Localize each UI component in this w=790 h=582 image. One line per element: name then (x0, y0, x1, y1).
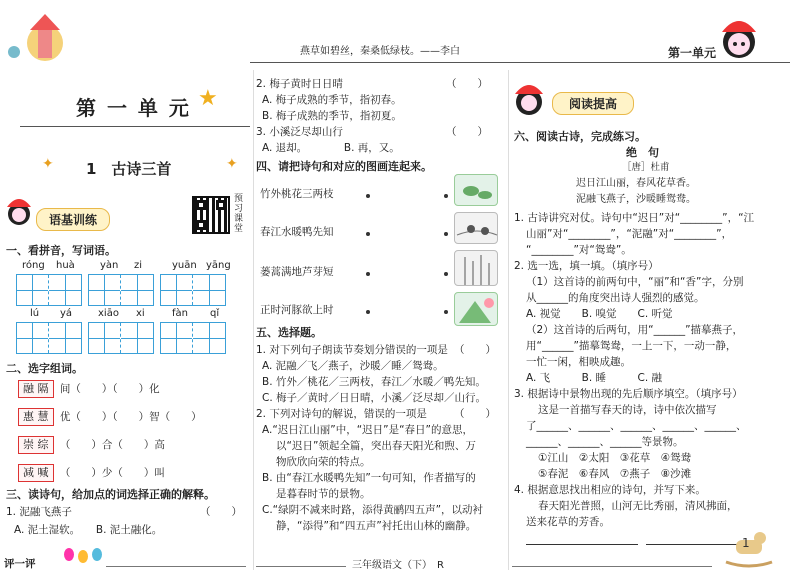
char-pair-row (18, 436, 165, 454)
answer-paren[interactable]: （ ） (200, 506, 242, 518)
section-3-title: 三、读诗句，给加点的词选择正确的解释。 (6, 488, 215, 501)
answer-paren[interactable]: （ ） (454, 408, 496, 420)
char-pair-blanks[interactable]: 间（ ）（ ）化 (59, 383, 160, 395)
reading-q2[interactable]: 用“______”描摹鸳鸯，一上一下，一动一静， (526, 340, 737, 352)
page-number: 1 (742, 536, 750, 550)
section-5-title: 五、选择题。 (256, 326, 322, 339)
pinyin: fàn (172, 308, 188, 319)
answer-paren[interactable]: （ ） (454, 344, 496, 356)
answer-paren[interactable]: （ ） (446, 126, 488, 138)
char-pair-blanks[interactable]: （ ）合（ ）高 (59, 439, 165, 451)
reading-q2: 2. 选一选，填一填。（填序号） (514, 260, 659, 272)
char-pair-row (18, 408, 202, 426)
qr-code-icon[interactable] (192, 196, 230, 234)
pinyin: huà (56, 260, 75, 271)
reading-q2: 一忙一闲，相映成趣。 (526, 356, 631, 368)
reading-badge: 阅读提高 (552, 92, 634, 115)
option: B. 由“春江水暖鸭先知”一句可知，作者描写的 (262, 472, 476, 484)
option: B. 竹外／桃花／三两枝，春江／水暖／鸭先知。 (262, 376, 486, 388)
column-divider (508, 70, 509, 570)
pinyin: yāng (206, 260, 231, 271)
picture-reed-icon[interactable] (454, 250, 498, 286)
option: A. 泥融／飞／燕子，沙暖／睡／鸳鸯。 (262, 360, 444, 372)
match-dot (366, 194, 370, 198)
unit-title: 第 一 单 元 (76, 96, 191, 120)
option: B. 梅子成熟的季节，指初夏。 (262, 110, 402, 122)
writing-grid[interactable] (88, 274, 154, 306)
reading-mascot-icon (512, 80, 546, 118)
question-3: 3. 小溪泛尽却山行 (256, 126, 343, 138)
char-pair: 减 喊 (18, 464, 54, 482)
jichu-badge: 语基训练 (36, 208, 110, 231)
header-quote: 燕草如碧丝，秦桑低绿枝。——李白 (300, 46, 460, 57)
balloon-icon (92, 548, 102, 561)
writing-grid[interactable] (160, 322, 226, 354)
footer-rule-mid (256, 566, 346, 567)
reading-q2-options: A. 视觉 B. 嗅觉 C. 听觉 (526, 308, 673, 320)
match-line[interactable]: 竹外桃花三两枝 (260, 188, 334, 200)
option: A. 梅子成熟的季节，指初春。 (262, 94, 402, 106)
match-dot (366, 310, 370, 314)
star-decoration-icon: ★ (198, 86, 218, 111)
pinyin: róng (22, 260, 45, 271)
option: C. 梅子／黄时／日日晴，小溪／泛尽却／山行。 (262, 392, 487, 404)
picture-duck-icon[interactable] (454, 212, 498, 244)
qr-caption: 预习课堂 (234, 194, 244, 234)
reading-q4: 春天阳光普照，山河无比秀丽，清风拂面， (538, 500, 738, 512)
option: C.“绿阴不减来时路，添得黄鹂四五声”，以动衬 (262, 504, 484, 516)
header-unit-label: 第一单元 (668, 46, 717, 60)
pinyin: yá (60, 308, 73, 319)
match-dot (366, 272, 370, 276)
section-4-title: 四、请把诗句和对应的图画连起来。 (256, 160, 432, 173)
option: A.“迟日江山丽”中，“迟日”是“春日”的意思， (262, 424, 473, 436)
jichu-mascot-icon (4, 194, 34, 228)
answer-line[interactable] (526, 544, 638, 545)
poem-title: 绝 句 (626, 146, 659, 159)
writing-grid[interactable] (16, 274, 82, 306)
footer-rule-right (512, 566, 712, 567)
mascot-icon (716, 14, 762, 64)
pinyin: yuān (172, 260, 197, 271)
choice-1: 1. 对下列句子朗读节奏划分错误的一项是 (256, 344, 448, 356)
reading-q2-options: A. 飞 B. 睡 C. 融 (526, 372, 663, 384)
reading-q4: 4. 根据意思找出相应的诗句，并写下来。 (514, 484, 706, 496)
writing-grid-row-2 (16, 322, 226, 354)
writing-grid[interactable] (16, 322, 82, 354)
section-2-title: 二、选字组词。 (6, 362, 83, 375)
writing-grid[interactable] (88, 322, 154, 354)
reading-q1[interactable]: 1. 古诗讲究对仗。诗句中“迟日”对“________”，“江 (514, 212, 755, 224)
char-pair: 崇 综 (18, 436, 54, 454)
lesson-star-right-icon: ✦ (226, 156, 238, 172)
match-line[interactable]: 蒌蒿满地芦芽短 (260, 266, 334, 278)
option: 静，“添得”和“四五声”衬托出山林的幽静。 (276, 520, 477, 532)
reading-q3-options: ⑤春泥 ⑥春风 ⑦燕子 ⑧沙滩 (538, 468, 692, 480)
poem-line: 迟日江山丽，春风花草香。 (576, 178, 696, 189)
char-pair-row (18, 464, 165, 482)
reading-q2[interactable]: 从______的角度突出诗人强烈的感觉。 (526, 292, 705, 304)
reading-q3[interactable]: 了______、______、______、______、______、 (526, 420, 747, 432)
balloon-icon (64, 548, 74, 561)
option: 物欣欣向荣的特点。 (276, 456, 371, 468)
pinyin: yàn (100, 260, 119, 271)
poem-author: ［唐］杜甫 (622, 162, 670, 173)
choice-2: 2. 下列对诗句的解说，错误的一项是 (256, 408, 427, 420)
balloon-icon (78, 550, 88, 563)
char-pair-blanks[interactable]: 优（ ）（ ）智（ ） (59, 411, 202, 423)
footer-book-title: 三年级语文（下） R (352, 560, 444, 571)
reading-q3[interactable]: ______、______、______等景物。 (526, 436, 684, 448)
reading-q3: 这是一首描写春天的诗，诗中依次描写 (538, 404, 717, 416)
option: A. 退却。 B. 再，又。 (262, 142, 400, 154)
option: 是暮春时节的景物。 (276, 488, 371, 500)
reading-q2[interactable]: （2）这首诗的后两句，用“______”描摹燕子， (526, 324, 744, 336)
pinyin: xi (136, 308, 145, 319)
evaluate-label: 评一评 (4, 558, 36, 570)
option: 以“迟日”领起全篇，突出春天阳光和煦、万 (276, 440, 476, 452)
match-dot (444, 232, 448, 236)
question-2: 2. 梅子黄时日日晴 (256, 78, 343, 90)
section-6-title: 六、阅读古诗，完成练习。 (514, 130, 646, 143)
poem-line: 泥融飞燕子，沙暖睡鸳鸯。 (576, 194, 696, 205)
lesson-star-left-icon: ✦ (42, 156, 54, 172)
char-pair-blanks[interactable]: （ ）少（ ）叫 (59, 467, 165, 479)
unit-title-underline (20, 126, 250, 127)
question-1: 1. 泥融飞燕子 (6, 506, 72, 518)
pinyin: zi (134, 260, 143, 271)
match-line[interactable]: 春江水暖鸭先知 (260, 226, 334, 238)
pinyin: xiāo (98, 308, 119, 319)
pinyin: lú (30, 308, 40, 319)
reading-q1[interactable]: “________”对“鸳鸯”。 (526, 244, 632, 256)
writing-grid-row-1 (16, 274, 226, 306)
answer-paren[interactable]: （ ） (446, 78, 488, 90)
reading-q4: 送来花草的芳香。 (526, 516, 610, 528)
section-1-title: 一、看拼音，写词语。 (6, 244, 116, 257)
header-rule (250, 62, 790, 63)
reading-q3-options: ①江山 ②太阳 ③花草 ④鸳鸯 (538, 452, 692, 464)
char-pair: 融 隔 (18, 380, 54, 398)
reading-q3: 3. 根据诗中景物出现的先后顺序填空。（填序号） (514, 388, 743, 400)
reading-q2: （1）这首诗的前两句中，“丽”和“香”字，分别 (526, 276, 744, 288)
writing-grid[interactable] (160, 274, 226, 306)
footer-rule-left (106, 566, 246, 567)
picture-peach-icon[interactable] (454, 292, 498, 326)
match-dot (444, 272, 448, 276)
match-dot (366, 232, 370, 236)
question-1-options: A. 泥土湿软。 B. 泥土融化。 (14, 524, 163, 536)
reading-q1[interactable]: 山丽”对“________”，“泥融”对“________”， (526, 228, 733, 240)
match-line[interactable]: 正时河豚欲上时 (260, 304, 334, 316)
match-dot (444, 310, 448, 314)
char-pair: 惠 慧 (18, 408, 54, 426)
match-dot (444, 194, 448, 198)
char-pair-row (18, 380, 160, 398)
picture-fish-icon[interactable] (454, 174, 498, 206)
column-divider (253, 70, 254, 570)
pinyin: qǐ (210, 308, 220, 319)
lesson-title: 1 古诗三首 (86, 160, 172, 178)
